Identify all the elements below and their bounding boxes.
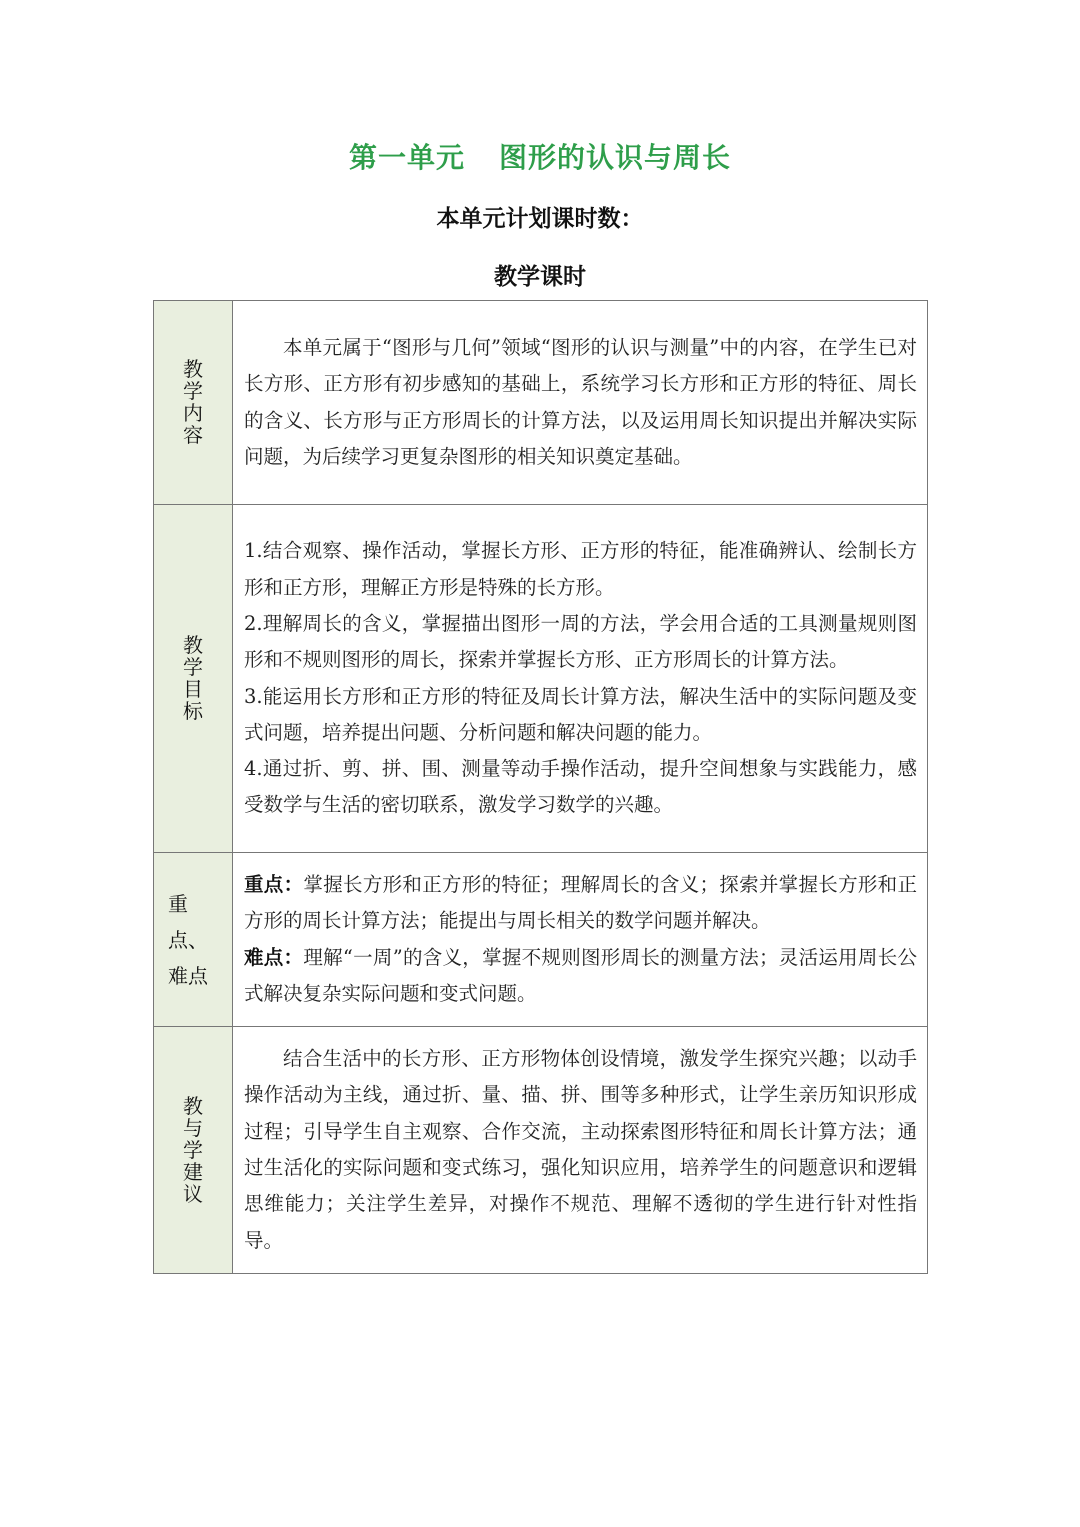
difficult-point-label: 难点： xyxy=(244,945,304,969)
unit-number: 第一单元 xyxy=(348,141,465,174)
plan-hours-label: 本单元计划课时数： xyxy=(436,206,644,232)
table-row-focus xyxy=(154,853,928,1027)
row-label-line-2: 难点 xyxy=(168,963,208,988)
row-label-focus xyxy=(154,853,233,1027)
table-row-suggestions xyxy=(154,1027,928,1274)
difficult-point-text: 理解“一周”的含义，掌握不规则图形周长的测量方法；灵活运用周长公式解决复杂实际问题和变式问题。 xyxy=(244,945,917,1005)
goal-item-4: 4.通过折、剪、拼、围、测量等动手操作活动，提升空间想象与实践能力，感受数学与生活的密切联系，激发学习数学的兴趣。 xyxy=(244,757,917,817)
table-row-content xyxy=(154,301,928,505)
unit-topic: 图形的认识与周长 xyxy=(499,141,732,174)
table-row-goals xyxy=(154,505,928,853)
plan-table xyxy=(153,300,928,1274)
lesson-hours-label: 教学课时 xyxy=(494,264,586,290)
row-label-text: 教学内容 xyxy=(183,357,203,447)
row-label-suggestions xyxy=(154,1027,233,1274)
row-focus-text xyxy=(233,853,928,1027)
unit-title xyxy=(0,136,1080,176)
row-goals-text xyxy=(233,505,928,853)
goal-item-2: 2.理解周长的含义，掌握描出图形一周的方法，学会用合适的工具测量规则图形和不规则图形的周长，探索并掌握长方形、正方形周长的计算方法。 xyxy=(244,611,917,672)
row-label-line-1: 重点、 xyxy=(168,891,208,952)
goal-item-3: 3.能运用长方形和正方形的特征及周长计算方法，解决生活中的实际问题及变式问题，培养提出问题、分析问题和解决问题的能力。 xyxy=(244,684,917,744)
key-point-label: 重点： xyxy=(244,873,304,896)
goal-item-1: 1.结合观察、操作活动，掌握长方形、正方形的特征，能准确辨认、绘制长方形和正方形，理解正方形是特殊的长方形。 xyxy=(244,539,917,599)
row-label-text: 教与学建议 xyxy=(183,1093,203,1206)
content-paragraph: 本单元属于“图形与几何”领域“图形的认识与测量”中的内容，在学生已对长方形、正方形有初步感知的基础上，系统学习长方形和正方形的特征、周长的含义、长方形与正方形周长的计算方法，以及运用周长知识提出并解决实际问题，为后续学习更复杂图形的相关知识奠定基础。 xyxy=(244,335,917,468)
row-label-text: 教学目标 xyxy=(183,633,203,723)
row-content-text xyxy=(233,301,928,505)
difficult-point xyxy=(244,940,917,1013)
row-label-content xyxy=(154,301,233,505)
suggestions-paragraph: 结合生活中的长方形、正方形物体创设情境，激发学生探究兴趣；以动手操作活动为主线，通过折、量、描、拼、围等多种形式，让学生亲历知识形成过程；引导学生自主观察、合作交流，主动探索图形特征和周长计算方法；通过生活化的实际问题和变式练习，强化知识应用，培养学生的问题意识和逻辑思维能力；关注学生差异，对操作不规范、理解不透彻的学生进行针对性指导。 xyxy=(244,1047,917,1252)
key-point xyxy=(244,867,917,940)
row-label-goals xyxy=(154,505,233,853)
row-suggestions-text xyxy=(233,1027,928,1274)
key-point-text: 掌握长方形和正方形的特征；理解周长的含义；探索并掌握长方形和正方形的周长计算方法；能提出与周长相关的数学问题并解决。 xyxy=(244,873,917,933)
